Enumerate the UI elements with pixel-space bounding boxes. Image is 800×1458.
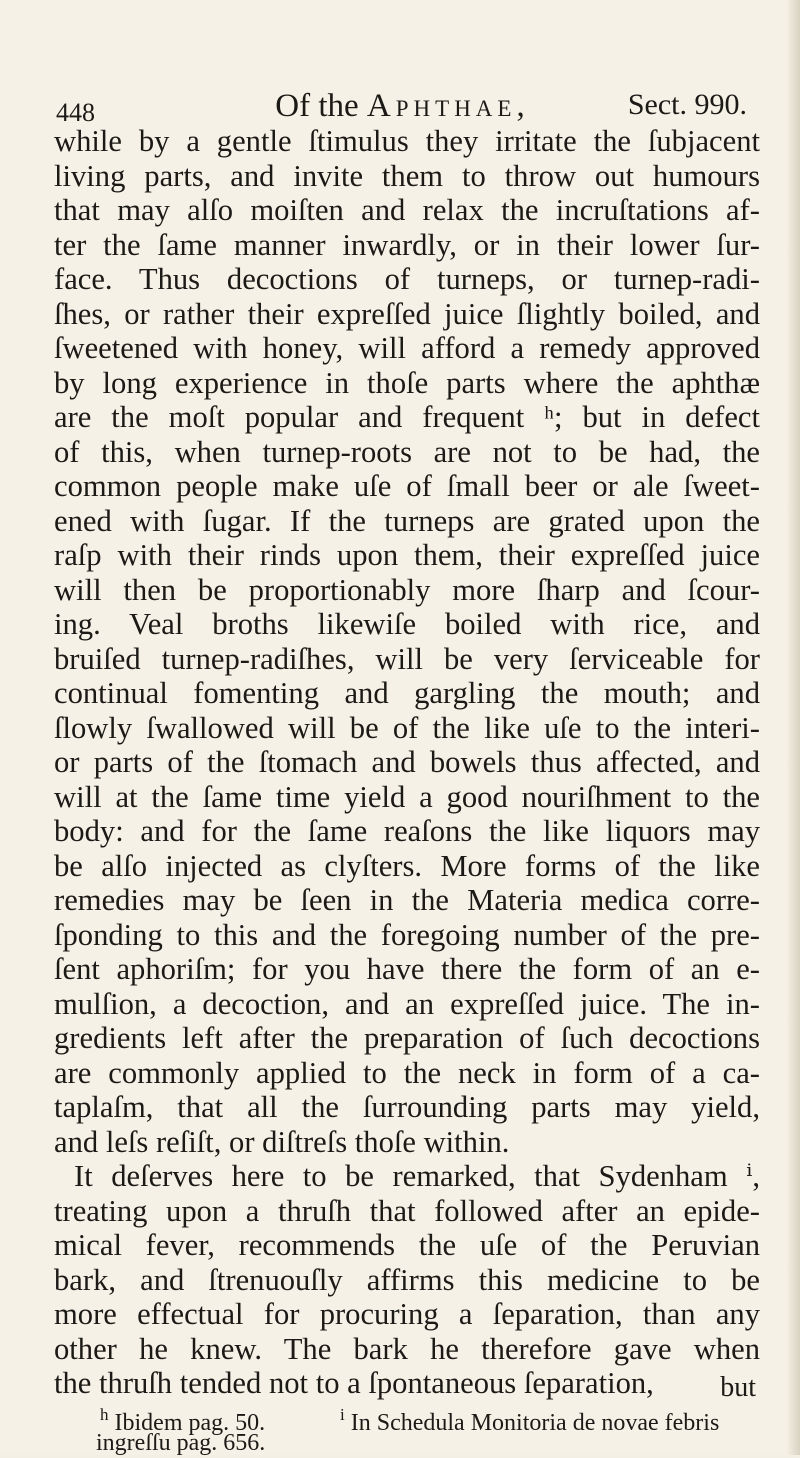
catchword: but — [720, 1372, 756, 1403]
text-line: It deſerves here to be remarked, that Sydenham ⁱ, — [74, 1159, 760, 1193]
text-line: bark, and ſtrenuouſly affirms this medicine to be — [54, 1262, 760, 1297]
footnote-h-text: Ibidem pag. 50. — [114, 1410, 266, 1436]
text-line: ſponding to this and the foregoing number of the pre- — [54, 917, 760, 952]
text-line: ſhes, or rather their expreſſed juice ſlightly boiled, and — [54, 296, 760, 331]
text-line: or parts of the ſtomach and bowels thus affected, and — [54, 745, 760, 779]
text-line: ſweetened with honey, will afford a remedy approved — [54, 331, 760, 365]
text-line: ſent aphoriſm; for you have there the form of an e- — [54, 952, 760, 986]
text-line: common people make uſe of ſmall beer or ale ſweet- — [54, 469, 760, 503]
text-line: body: and for the ſame reaſons the like liquors may — [54, 814, 760, 848]
footnote-i-marker: i — [340, 1405, 345, 1424]
footnote-i — [340, 1400, 719, 1438]
text-line: the thruſh tended not to a ſpontaneous ſeparation, — [54, 1366, 654, 1400]
page-header — [50, 84, 755, 127]
text-line: ing. Veal broths likewiſe boiled with rice, and — [54, 607, 760, 641]
text-line: bruiſed turnep-radiſhes, will be very ſerviceable for — [54, 641, 760, 676]
text-line: by long experience in thoſe parts where the aphthæ — [54, 365, 760, 400]
text-line: and leſs reſiſt, or diſtreſs thoſe within. — [54, 1124, 510, 1159]
footnote-h-marker: h — [100, 1405, 109, 1424]
section-number: Sect. 990. — [627, 88, 747, 121]
text-line: are commonly applied to the neck in form of a ca- — [54, 1055, 760, 1090]
text-line: are the moſt popular and frequent ʰ; but in defect — [54, 400, 760, 434]
running-head-title: Aphthae, — [366, 88, 530, 124]
text-line: mulſion, a decoction, and an expreſſed juice. The in- — [54, 986, 760, 1021]
body-text — [54, 124, 760, 1401]
text-line: other he knew. The bark he therefore gave when — [54, 1331, 760, 1366]
text-line: of this, when turnep-roots are not to be had, the — [54, 434, 760, 469]
page-number: 448 — [56, 98, 95, 127]
text-line: mical fever, recommends the uſe of the Peruvian — [54, 1228, 760, 1262]
page-edge-shadow — [786, 0, 800, 1455]
running-head-prefix: Of the — [275, 88, 367, 124]
text-line: ter the ſame manner inwardly, or in their lower ſur- — [54, 227, 760, 262]
text-line: more effectual for procuring a ſeparation, than any — [54, 1297, 760, 1331]
text-line: be alſo injected as clyſters. More forms of the like — [54, 848, 760, 883]
text-line: that may alſo moiſten and relax the incruſtations af- — [54, 193, 760, 227]
text-line: remedies may be ſeen in the Materia medica corre- — [54, 883, 760, 917]
text-line: living parts, and invite them to throw out humours — [54, 158, 760, 193]
footnote-i-continuation: ingreſſu pag. 656. — [96, 1430, 266, 1456]
text-line: treating upon a thruſh that followed after an epide- — [54, 1193, 760, 1228]
text-line: taplaſm, that all the ſurrounding parts may yield, — [54, 1090, 760, 1124]
text-line: face. Thus decoctions of turneps, or turnep-radi- — [54, 262, 760, 296]
text-line: continual fomenting and gargling the mouth; and — [54, 676, 760, 710]
text-line: will at the ſame time yield a good nouriſhment to the — [54, 779, 760, 814]
text-line: ened with ſugar. If the turneps are grated upon the — [54, 503, 760, 538]
text-line: raſp with their rinds upon them, their expreſſed juice — [54, 538, 760, 572]
text-line: gredients left after the preparation of ſuch decoctions — [54, 1021, 760, 1055]
text-line: ſlowly ſwallowed will be of the like uſe to the interi- — [54, 710, 760, 745]
text-line: will then be proportionably more ſharp and ſcour- — [54, 572, 760, 607]
footnote-i-text: In Schedula Monitoria de novae febris — [350, 1410, 720, 1436]
text-line: while by a gentle ſtimulus they irritate the ſubjacent — [54, 124, 760, 158]
